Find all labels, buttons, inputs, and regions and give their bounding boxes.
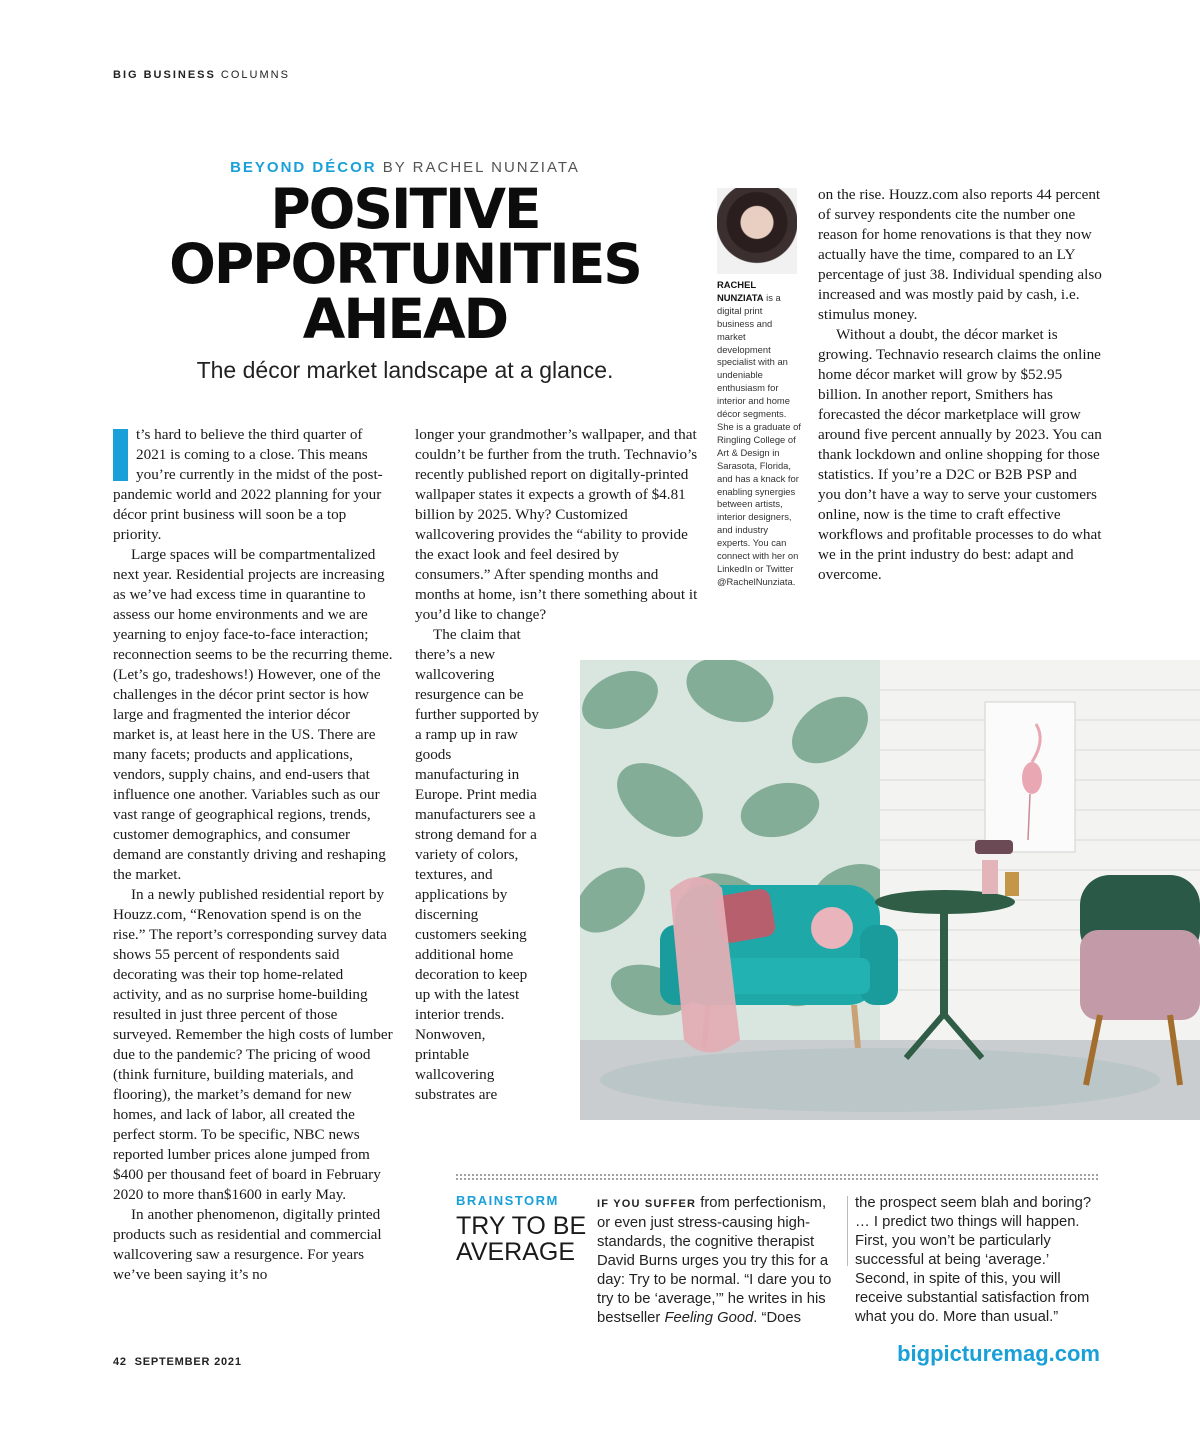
sidebar-lead-in: IF YOU SUFFER — [597, 1198, 697, 1210]
sidebar-column-divider — [847, 1196, 848, 1266]
sidebar-text-column-2: the prospect seem blah and boring? … I predict two things will happen. First, you won’t be particularly successful at being ‘average.’ Second, in spite of this, you will receive substantial satisfaction from what you do. More than usual.” — [855, 1195, 1092, 1325]
sidebar-title — [456, 1213, 586, 1265]
body-paragraph: In a newly published residential report by Houzz.com, “Renovation spend is on the rise.” The report’s corresponding survey data shows 55 percent of respondents said decorating was their top home-related activity, and as no surprise home-building resulted in just three percent of those surveyed. Remember the high costs of lumber due to the pandemic? The pricing of wood (think furniture, building materials, and flooring), the market’s demand for new homes, and lack of labor, all created the perfect storm. To be specific, NBC news reported lumber prices alone jumped from $400 per thousand feet of board in February 2020 to more than$1600 in early May. — [113, 886, 393, 1203]
body-paragraph: longer your grandmother’s wallpaper, and that couldn’t be further from the truth. Technavio’s recently published report on digitally-printed wallpaper states it expects a growth of $4.81 billion by 2025. Why? Customized wallcovering provides the “ability to provide the exact look and feel desired by consumers.” After spending months and months at home, isn’t there something about it you’d like to change? — [415, 426, 698, 623]
author-bio: RACHEL NUNZIATA is a digital print business and market development specialist with an undeniable enthusiasm for interior and home décor segments. She is a graduate of Ringling College of Art & Design in Sarasota, Florida, and has a knack for enabling synergies between artists, interior designers, and industry experts. You can connect with her on LinkedIn or Twitter @RachelNunziata. — [717, 279, 801, 587]
author-photo — [717, 188, 797, 274]
body-paragraph: The claim that there’s a new wallcovering resurgence can be further supported by a ramp up in raw goods manufacturing in Europe. Print media manufacturers see a strong demand for a variety of colors, textures, and applications by discerning customers seeking additional home decoration to keep up with the latest interior trends. Nonwoven, printable wallcovering substrates are — [415, 626, 539, 1103]
section-label: BIG BUSINESS COLUMNS — [113, 69, 290, 81]
sidebar-title-line: TRY TO BE — [456, 1212, 587, 1240]
headline-line: AHEAD — [302, 287, 508, 351]
page-number: 42 — [113, 1356, 127, 1368]
body-column-3 — [818, 185, 1103, 585]
headline-line: POSITIVE — [270, 177, 540, 241]
body-paragraph: Without a doubt, the décor market is growing. Technavio research claims the online home décor market will grow by $52.95 billion. In another report, Smithers has forecasted the décor marketplace will grow around five percent annually by 2023. You can thank lockdown and online shopping for those statistics. If you’re a D2C or B2B PSP and you don’t have a way to serve your customers online, now is the time to craft effective workflows and profitable processes to do what we in the print industry do best: adapt and overcome. — [818, 326, 1102, 583]
folio — [113, 1356, 242, 1368]
body-paragraph: t’s hard to believe the third quarter of 2021 is coming to a close. This means you’re currently in the midst of the post-pandemic world and 2022 planning for your décor print business will soon be a top priority. — [113, 426, 383, 543]
sidebar-divider-rule — [455, 1173, 1100, 1181]
body-paragraph: on the rise. Houzz.com also reports 44 percent of survey respondents cite the number one reason for home renovations is that they now actually have the time, compared to an LY percentage of just 38. Individual spending also increased and was mostly paid by cash, i.e. stimulus money. — [818, 186, 1102, 323]
sidebar-text-column-1: IF YOU SUFFER from perfectionism, or even just stress-causing high-standards, the cognitive therapist David Burns urges you try this for a day: Try to be normal. “I dare you to try to be ‘average,’” he writes in his bestseller Feeling Good. “Does — [597, 1195, 832, 1326]
headline — [115, 177, 695, 351]
living-room-photo — [580, 660, 1200, 1120]
headline-line: OPPORTUNITIES — [169, 232, 641, 296]
drop-cap — [113, 429, 128, 481]
sidebar-label: BRAINSTORM — [456, 1193, 559, 1208]
author-name: RACHEL NUNZIATA — [717, 279, 764, 303]
sidebar-title-line: AVERAGE — [456, 1238, 576, 1266]
site-url[interactable]: bigpicturemag.com — [897, 1341, 1100, 1366]
body-column-1 — [113, 425, 395, 1285]
body-paragraph: In another phenomenon, digitally printed products such as residential and commercial wallcovering saw a resurgence. For years we’ve been saying it’s no — [113, 1206, 382, 1283]
book-title: Feeling Good — [664, 1310, 754, 1326]
deck: The décor market landscape at a glance. — [196, 357, 614, 383]
issue-date: SEPTEMBER 2021 — [134, 1356, 242, 1368]
column-name: BEYOND DÉCOR — [230, 159, 377, 176]
byline: BY RACHEL NUNZIATA — [376, 159, 580, 176]
article-kicker — [115, 159, 695, 176]
body-paragraph: Large spaces will be compartmentalized next year. Residential projects are increasing as we’ve had excess time in quarantine to assess our home environments and we are yearning to enjoy face-to-face interaction; reconnection seems to be the recurring theme. (Let’s go, tradeshows!) However, one of the challenges in the décor print sector is how large and fragmented the interior décor market is, at least here in the US. There are many facets; products and applications, vendors, supply chains, and end-users that influence one another. Variables such as our vast range of geographical regions, trends, customer demographics, and consumer demand are constantly driving and reshaping the market. — [113, 546, 393, 883]
